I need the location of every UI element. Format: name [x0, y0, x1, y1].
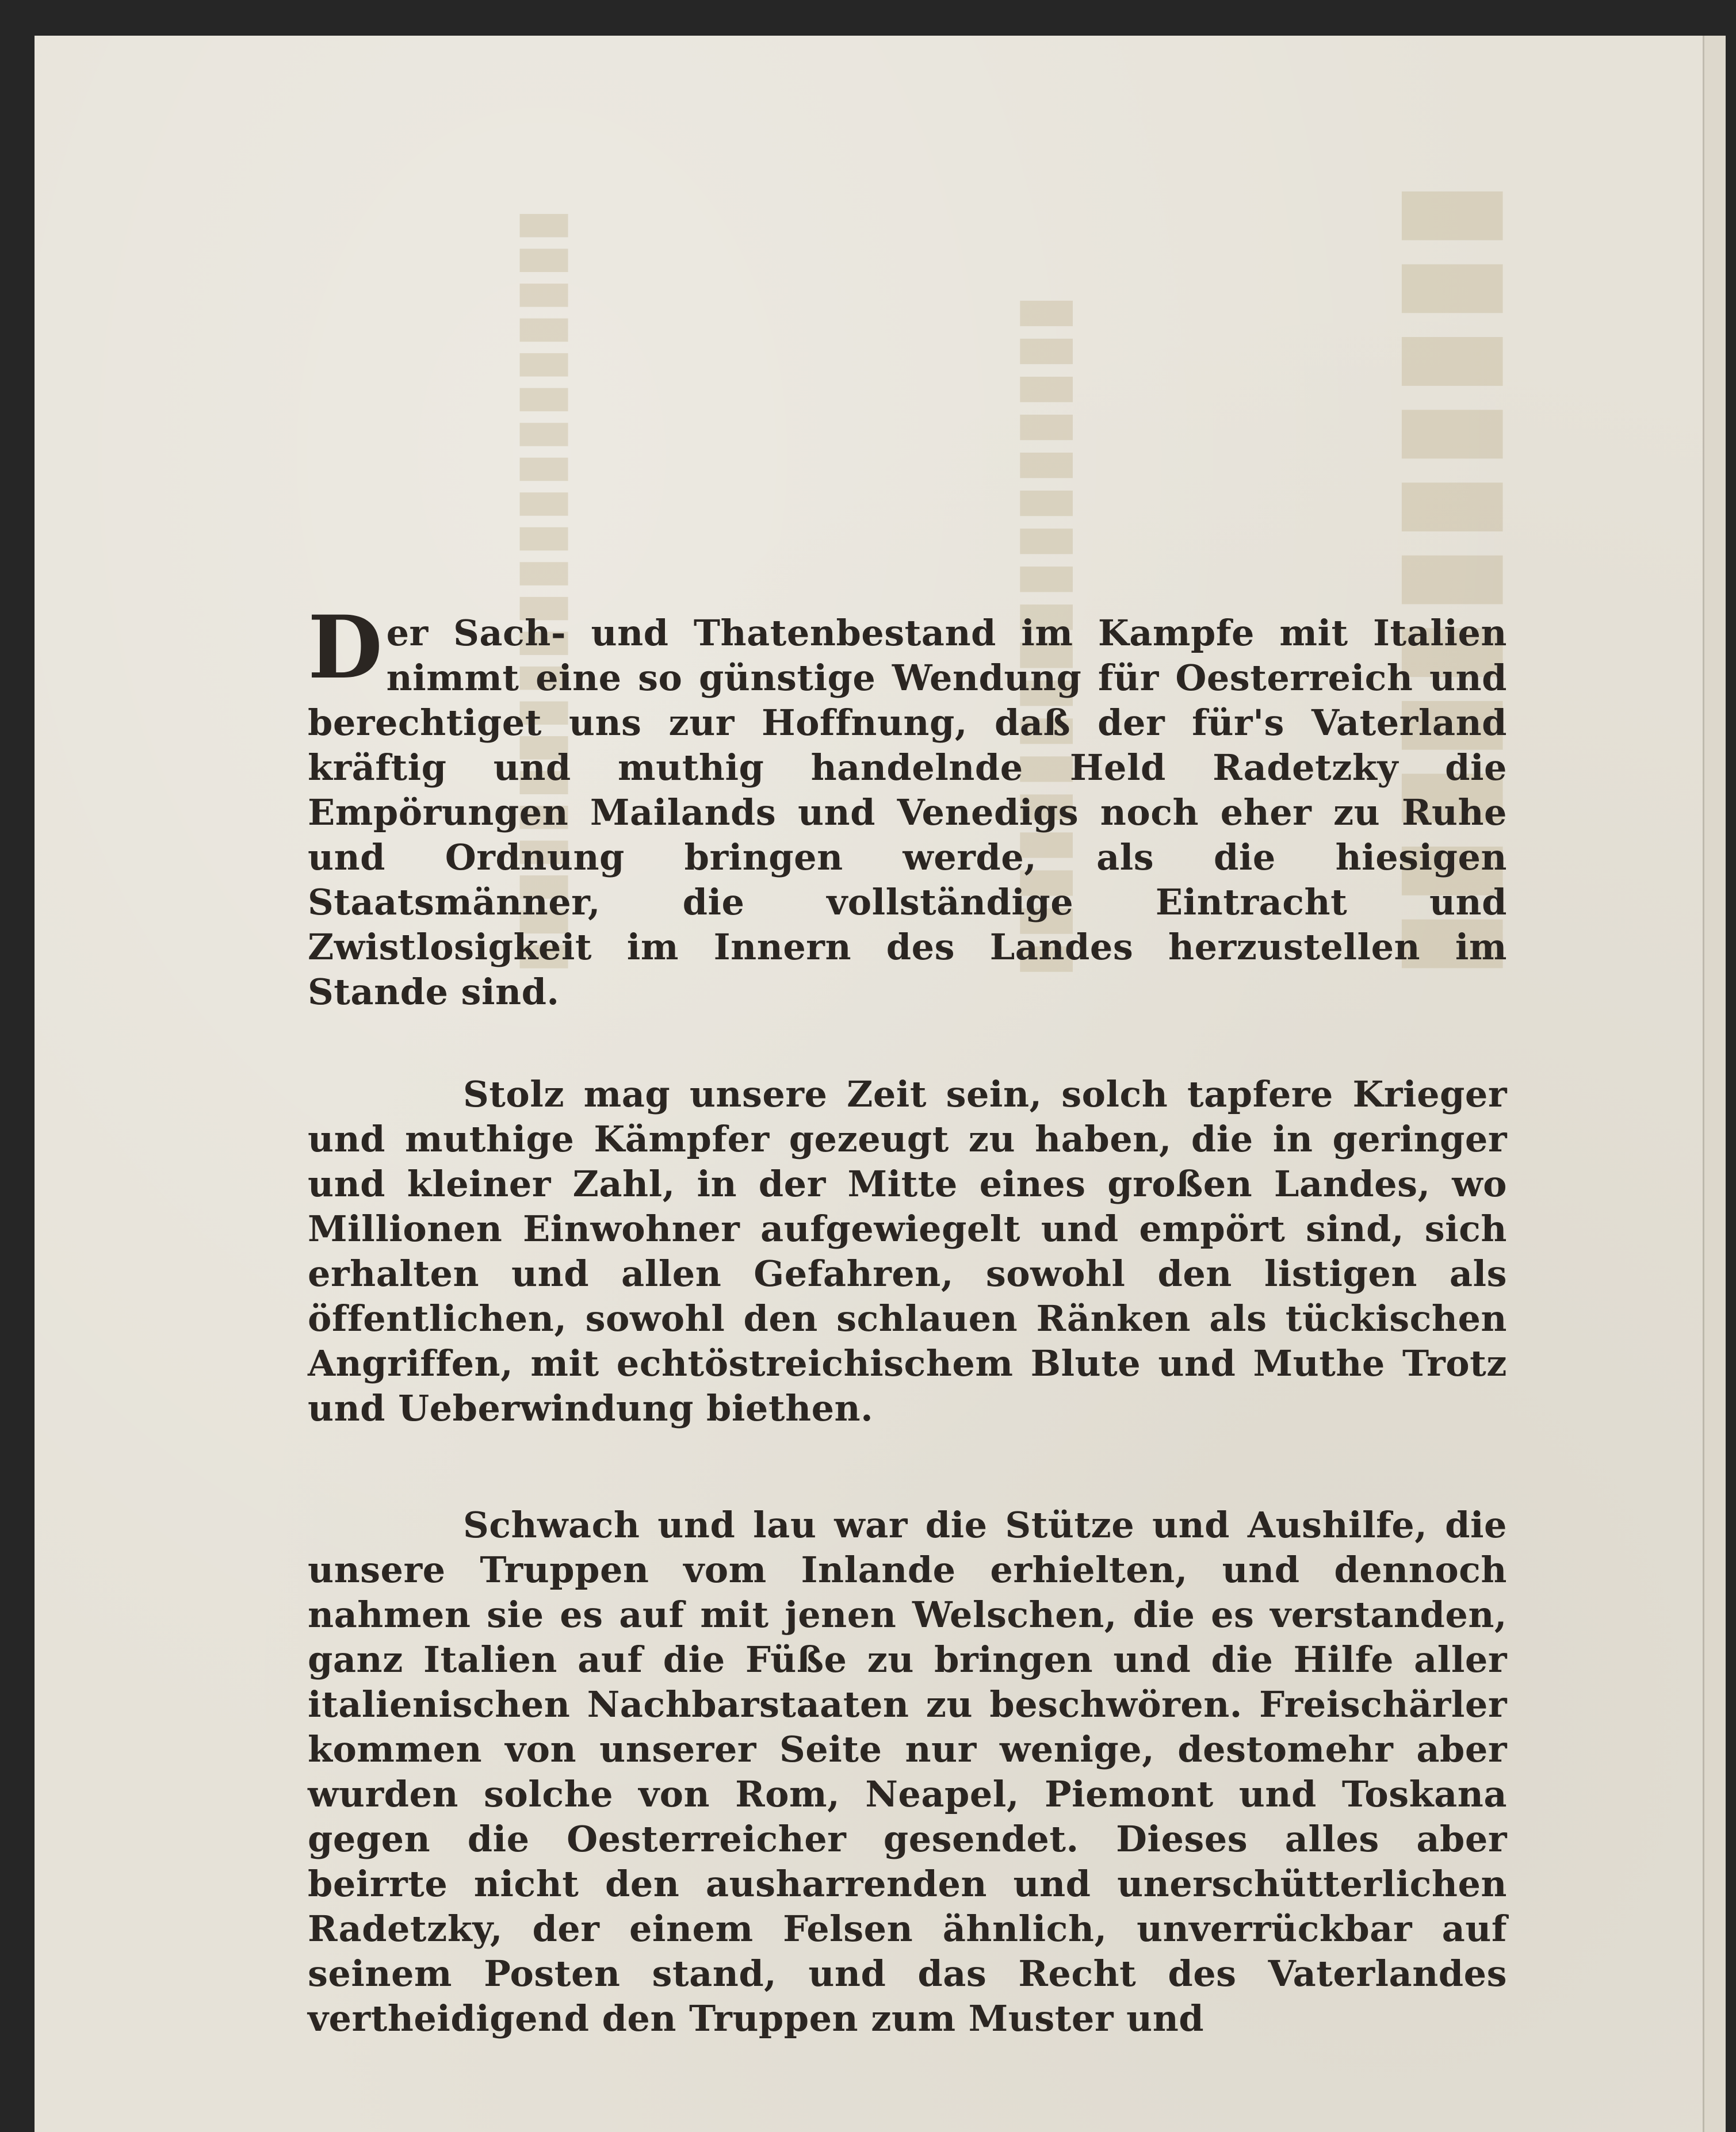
paragraph-1-text: er Sach- und Thatenbestand im Kampfe mit Italien nimmt eine so günstige Wendung für Oesterreich und berechtiget uns zur Hoffnung, daß der für's Vaterland kräftig und muthig handelnde Held Radetzky die Empörungen Mailands und Venedigs noch eher zu Ruhe und Ordnung bringen werde, als die hiesigen Staatsmänner, die vollständige Eintracht und Zwistlosigkeit im Innern des Landes herzustellen im Stande sind.	[308, 612, 1507, 1013]
paper-sheet	[35, 36, 1726, 2132]
paragraph-2: Stolz mag unsere Zeit sein, solch tapfere Krieger und muthige Kämpfer gezeugt zu haben, die in geringer und kleiner Zahl, in der Mitte eines großen Landes, wo Millionen Einwohner aufgewiegelt und empört sind, sich erhalten und allen Gefahren, sowohl den listigen als öffentlichen, sowohl den schlauen Ränken als tückischen Angriffen, mit echtöstreichischem Blute und Muthe Trotz und Ueberwindung biethen.	[308, 1073, 1507, 1429]
document-body	[308, 597, 1507, 2041]
right-edge-strip	[1704, 36, 1726, 2132]
bleed-through-text-left: ▮▮▮▮▮▮▮▮▮▮▮▮▮▮▮▮▮▮▮▮▮▮	[513, 208, 587, 974]
drop-cap: D	[308, 597, 383, 698]
paragraph-3: Schwach und lau war die Stütze und Aushilfe, die unsere Truppen vom Inlande erhielten, und dennoch nahmen sie es auf mit jenen Welschen, die es verstanden, ganz Italien auf die Füße zu bringen und die Hilfe aller italienischen Nachbarstaaten zu beschwören. Freischärler kommen von unserer Seite nur wenige, destomehr aber wurden solche von Rom, Neapel, Piemont und Toskana gegen die Oesterreicher gesendet. Dieses alles aber beirrte nicht den ausharrenden und unerschütterlichen Radetzky, der einem Felsen ähnlich, unverrückbar auf seinem Posten stand, und das Recht des Vaterlandes vertheidigend den Truppen zum Muster und	[308, 1504, 1507, 2039]
bleed-through-text-large: ▮▮▮▮▮▮▮▮▮▮▮	[1386, 179, 1542, 981]
bleed-through-text-middle: ▮▮▮▮▮▮▮▮▮▮▮▮▮▮▮▮▮▮	[1012, 294, 1093, 978]
paragraph-1	[308, 597, 1507, 1015]
